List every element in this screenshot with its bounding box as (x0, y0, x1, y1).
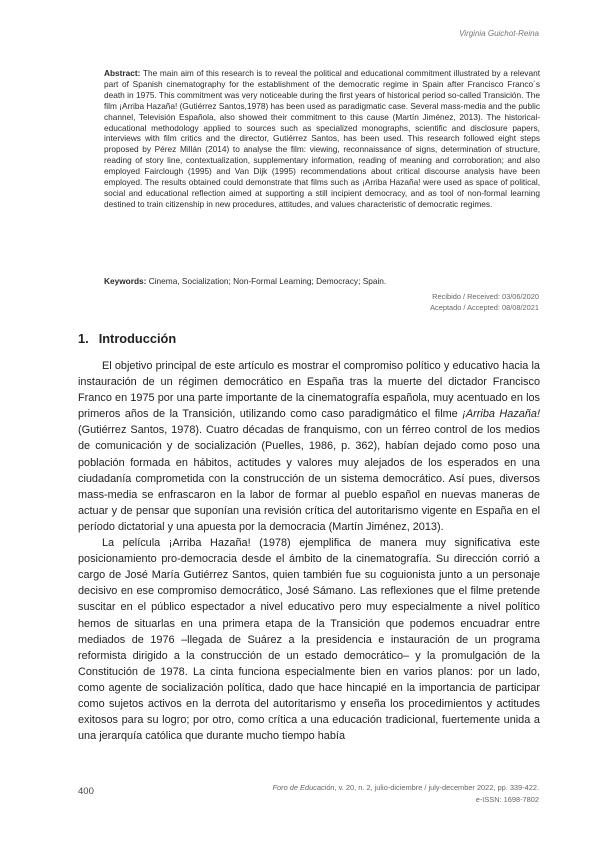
keywords-text: Cinema, Socialization; Non-Formal Learning; Democracy; Spain. (146, 276, 387, 286)
received-date: Recibido / Received: 03/06/2020 (432, 292, 539, 301)
abstract (104, 68, 540, 210)
film-title: ¡Arriba Hazaña! (462, 408, 540, 421)
body-text (78, 358, 540, 744)
abstract-label: Abstract: (104, 68, 141, 78)
submission-dates (430, 291, 539, 313)
page-number: 400 (78, 786, 94, 797)
paragraph-2: La película ¡Arriba Hazaña! (1978) ejemplifica de manera muy significativa este posicionamiento pro-democracia desde el ámbito de la cinematografía. Su dirección corrió a cargo de José María Gutiérrez Santos, quien también fue su coguionista junto a un personaje decisivo en ese compromiso democrático, José Sámano. Las reflexiones que el filme pretende suscitar en el público espectador a nivel educativo pero muy especialmente a nivel político hemos de situarlas en una primera etapa de la Transición que podemos encuadrar entre mediados de 1976 –llegada de Suárez a la presidencia e instauración de un programa reformista dirigido a la construcción de un estado democrático– y la promulgación de la Constitución de 1978. La cinta funciona especialmente bien en varios planos: por un lado, como agente de socialización política, dado que hace hincapié en la importancia de participar como sujetos activos en la derrota del autoritarismo y enseña los procedimientos y actitudes exitosos para su logro; por otro, como crítica a una educación tradicional, fuertemente unida a una jerarquía católica que durante mucho tiempo había (78, 537, 540, 743)
citation-details: , v. 20, n. 2, julio-diciembre / july-december 2022, pp. 339-422. (334, 783, 539, 792)
journal-name: Foro de Educación (272, 783, 335, 792)
section-number: 1. (78, 331, 89, 346)
running-head-author: Virginia Guichot-Reina (459, 29, 539, 38)
section-heading (78, 331, 176, 346)
eissn: e-ISSN: 1698-7802 (475, 794, 539, 804)
paragraph-1-part-b: (Gutiérrez Santos, 1978). Cuatro décadas de franquismo, con un férreo control de los medios de comunicación y de socialización (Puelles, 1986, p. 362), habían dejado como poso una población formada en hábitos, actitudes y valores muy alejados de los esperados en una ciudadanía comprometida con la construcción de un sistema democrático. Así pues, diversos mass-media se enfrascaron en la labor de formar al pueblo español en nuevas maneras de actuar y de pensar que suponían una revisión crítica del autoritarismo vigente en España en el período dictatorial y una apuesta por la democracia (Martín Jiménez, 2013). (78, 424, 540, 533)
keywords (104, 276, 540, 287)
footer-citation (273, 782, 540, 805)
section-title: Introducción (98, 331, 177, 346)
paragraph-1-part-a: El objetivo principal de este artículo es mostrar el compromiso político y educativo hacia la instauración de un régimen democrático en España tras la muerte del dictador Francisco Franco en 1975 por una parte importante de la cinematografía española, muy acentuado en los primeros años de la Transición, utilizando como caso paradigmático el filme (78, 360, 540, 421)
accepted-date: Aceptado / Accepted: 08/08/2021 (430, 303, 539, 312)
keywords-label: Keywords: (104, 276, 147, 286)
abstract-text: The main aim of this research is to reveal the political and educational commitment illustrated by a relevant part of Spanish cinematography for the establishment of the democratic regime in Spain after Francisco Franco´s death in 1975. This commitment was very noticeable during the first years of historical period so-called Transición. The film ¡Arriba Hazaña! (Gutiérrez Santos,1978) has been used as paradigmatic case. Several mass-media and the public channel, Televisión Española, also showed their commitment to this cause (Martín Jiménez, 2013). The historical-educational methodology applied to sources such as specialized monographs, scientific and disclosure papers, interviews with film critics and the director, Gutiérrez Santos, has been used. This research followed eight steps proposed by Pérez Millán (2014) to analyse the film: viewing, reconnaissance of signs, determination of structure, reading of story line, contextualization, supplementary information, reading of meaning and corroboration; and also employed Fairclough (1995) and Van Dijk (1995) recommendations about critical discourse analysis have been employed. The results obtained could demonstrate that films such as ¡Arriba Hazaña! were used as space of political, social and educational reflection aimed at supporting a still incipient democracy, and as tool of non-formal learning destined to train citizenship in new procedures, attitudes, and values characteristic of democratic regimes. (104, 68, 540, 209)
paragraph-1 (78, 358, 540, 535)
